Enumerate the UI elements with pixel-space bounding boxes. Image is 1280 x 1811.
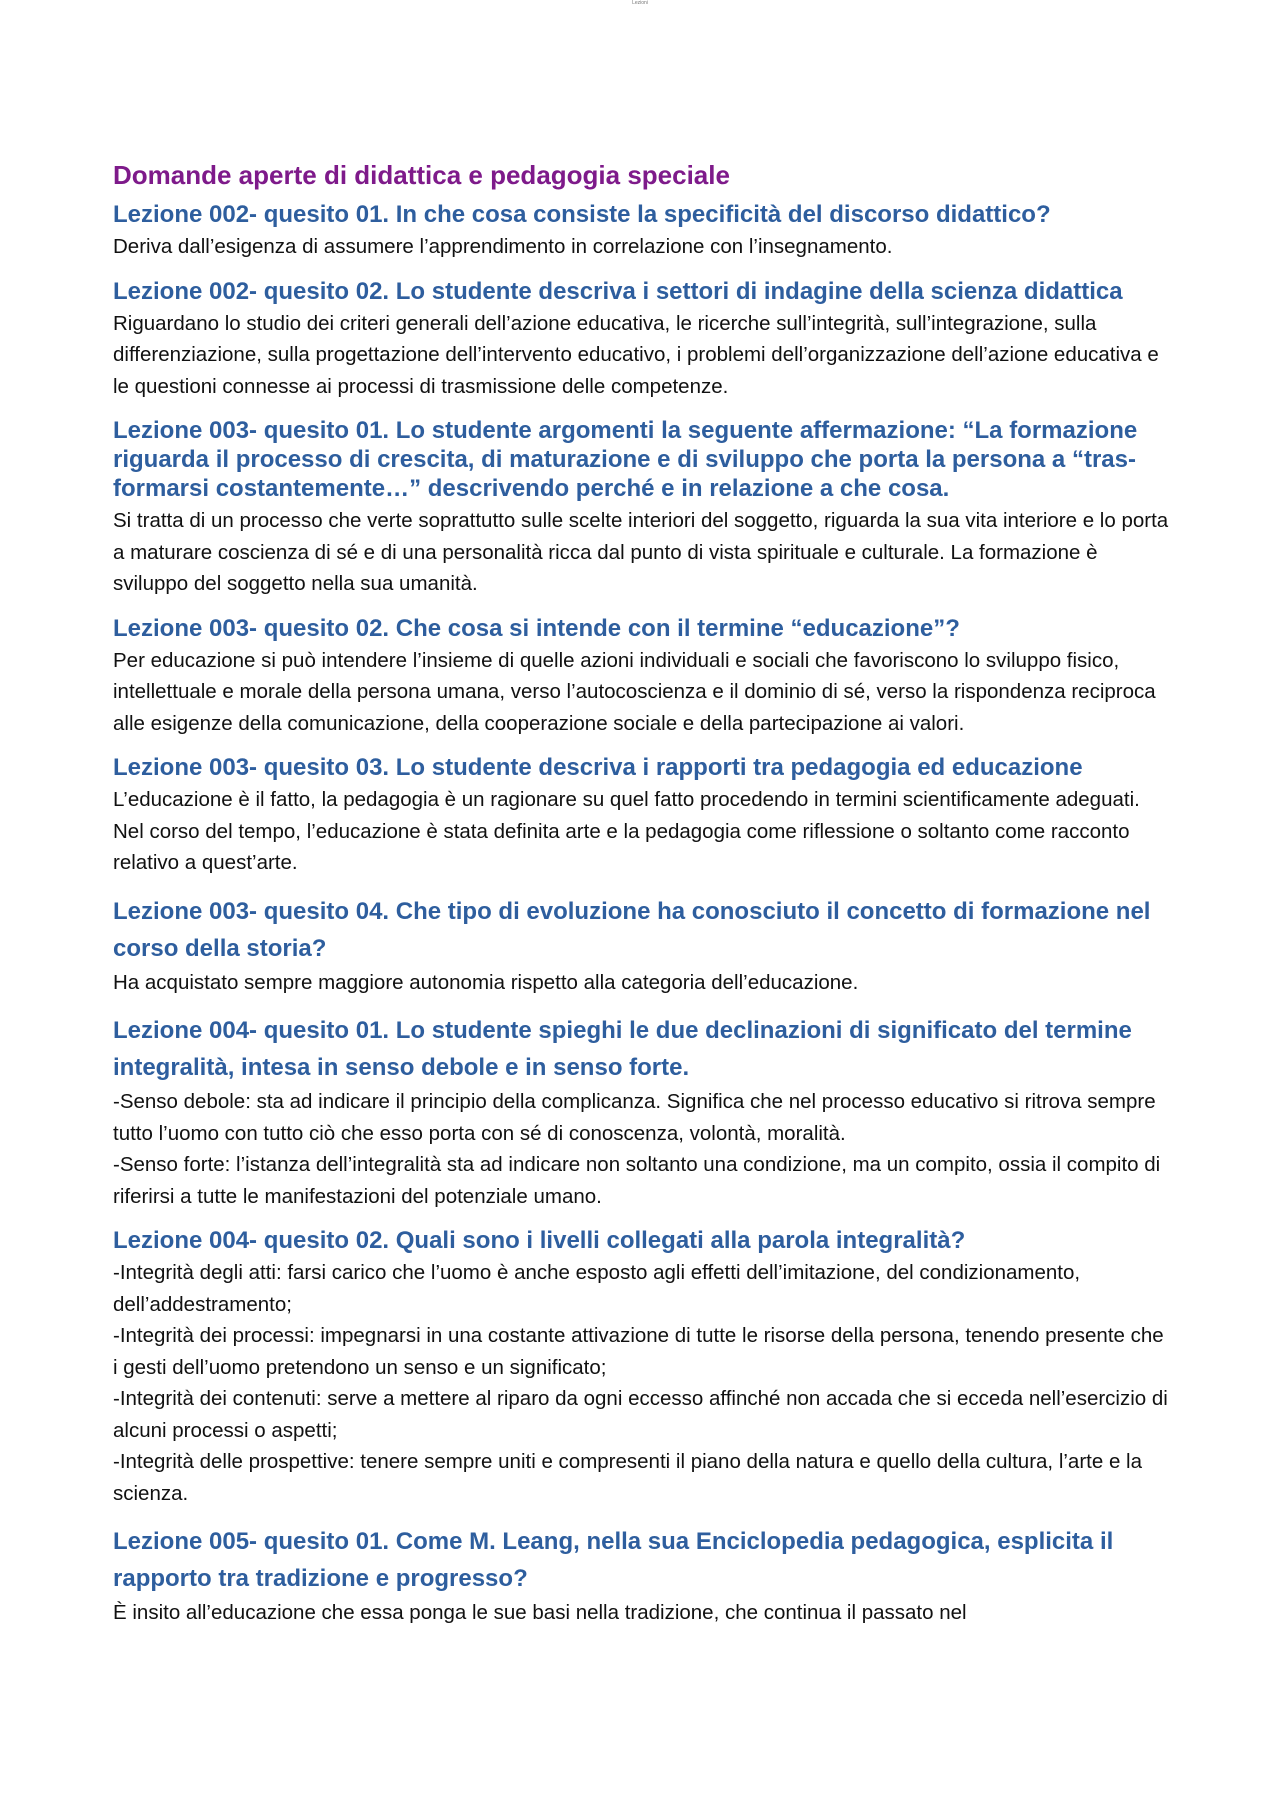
question-heading: Lezione 004- quesito 02. Quali sono i livelli collegati alla parola integralità? xyxy=(113,1227,966,1254)
qa-item xyxy=(113,1012,1173,1212)
question-heading: Lezione 003- quesito 02. Che cosa si intende con il termine “educazione”? xyxy=(113,614,960,642)
answer-line: -Integrità dei contenuti: serve a mettere al riparo da ogni eccesso affinché non accada che si ecceda nell’esercizio di alcuni processi o aspetti; xyxy=(113,1387,1168,1442)
answer-line: Per educazione si può intendere l’insieme di quelle azioni individuali e sociali che favoriscono lo sviluppo fisico, intellettuale e morale della persona umana, verso l’autocoscienza e il dominio di sé, verso la rispondenza reciproca alle esigenze della comunicazione, della cooperazione sociale e della partecipazione ai valori. xyxy=(113,648,1156,735)
qa-item xyxy=(113,893,1173,999)
question-heading: Lezione 002- quesito 02. Lo studente descriva i settori di indagine della scienza didattica xyxy=(113,277,1123,305)
question-heading: Lezione 005- quesito 01. Come M. Leang, nella sua Enciclopedia pedagogica, esplicita il rapporto tra tradizione e progresso? xyxy=(113,1528,1114,1592)
document-body xyxy=(113,158,1173,1643)
qa-item xyxy=(113,753,1173,879)
answer-line: L’educazione è il fatto, la pedagogia è un ragionare su quel fatto procedendo in termini scientificamente adeguati. Nel corso del tempo, l’educazione è stata definita arte e la pedagogia come riflessione o soltanto come racconto relativo a quest’arte. xyxy=(113,788,1140,874)
answer-text xyxy=(113,967,1173,999)
answer-text xyxy=(113,1597,1173,1629)
page-header-mark: Lezioni xyxy=(632,0,648,6)
qa-item xyxy=(113,277,1173,403)
answer-line: Riguardano lo studio dei criteri generali dell’azione educativa, le ricerche sull’integrità, sull’integrazione, sulla differenziazione, sulla progettazione dell’intervento educativo, i problemi dell’organizzazione dell’azione educativa e le questioni connesse ai processi di trasmissione delle competenze. xyxy=(113,311,1159,398)
question-heading: Lezione 003- quesito 01. Lo studente argomenti la seguente affermazione: “La formazione riguarda il processo di crescita, di maturazione e di sviluppo che porta la persona a “tras-formarsi costantemente…” descrivendo perché e in relazione a che cosa. xyxy=(113,417,1138,502)
answer-line: -Senso debole: sta ad indicare il principio della complicanza. Significa che nel processo educativo si ritrova sempre tutto l’uomo con tutto ciò che esso porta con sé di conoscenza, volontà, moralità. xyxy=(113,1090,1156,1145)
answer-text xyxy=(113,1257,1173,1509)
answer-text xyxy=(113,1086,1173,1212)
qa-item xyxy=(113,416,1173,600)
question-heading: Lezione 003- quesito 03. Lo studente descriva i rapporti tra pedagogia ed educazione xyxy=(113,754,1083,781)
qa-item xyxy=(113,614,1173,740)
answer-line: Deriva dall’esigenza di assumere l’apprendimento in correlazione con l’insegnamento. xyxy=(113,235,893,258)
answer-text xyxy=(113,231,1173,263)
question-heading: Lezione 004- quesito 01. Lo studente spieghi le due declinazioni di significato del termine integralità, intesa in senso debole e in senso forte. xyxy=(113,1017,1132,1081)
answer-line: Ha acquistato sempre maggiore autonomia rispetto alla categoria dell’educazione. xyxy=(113,970,859,994)
qa-item xyxy=(113,1226,1173,1509)
qa-item xyxy=(113,200,1173,263)
question-heading: Lezione 002- quesito 01. In che cosa consiste la specificità del discorso didattico? xyxy=(113,201,1051,228)
document-title: Domande aperte di didattica e pedagogia speciale xyxy=(113,160,730,190)
answer-text xyxy=(113,308,1173,403)
answer-line: È insito all’educazione che essa ponga le sue basi nella tradizione, che continua il passato nel xyxy=(113,1601,967,1624)
answer-text xyxy=(113,645,1173,740)
answer-line: -Senso forte: l’istanza dell’integralità sta ad indicare non soltanto una condizione, ma un compito, ossia il compito di riferirsi a tutte le manifestazioni del potenziale umano. xyxy=(113,1153,1161,1208)
answer-line: -Integrità degli atti: farsi carico che l’uomo è anche esposto agli effetti dell’imitazione, del condizionamento, dell’addestramento; xyxy=(113,1261,1081,1316)
answer-line: -Integrità dei processi: impegnarsi in una costante attivazione di tutte le risorse della persona, tenendo presente che i gesti dell’uomo pretendono un senso e un significato; xyxy=(113,1324,1164,1379)
qa-item xyxy=(113,1523,1173,1629)
question-heading: Lezione 003- quesito 04. Che tipo di evoluzione ha conosciuto il concetto di formazione nel corso della storia? xyxy=(113,897,1151,962)
answer-line: Si tratta di un processo che verte soprattutto sulle scelte interiori del soggetto, riguarda la sua vita interiore e lo porta a maturare coscienza di sé e di una personalità ricca dal punto di vista spirituale e culturale. La formazione è sviluppo del soggetto nella sua umanità. xyxy=(113,509,1169,595)
answer-text xyxy=(113,784,1173,879)
answer-line: -Integrità delle prospettive: tenere sempre uniti e compresenti il piano della natura e quello della cultura, l’arte e la scienza. xyxy=(113,1450,1143,1505)
answer-text xyxy=(113,505,1173,600)
